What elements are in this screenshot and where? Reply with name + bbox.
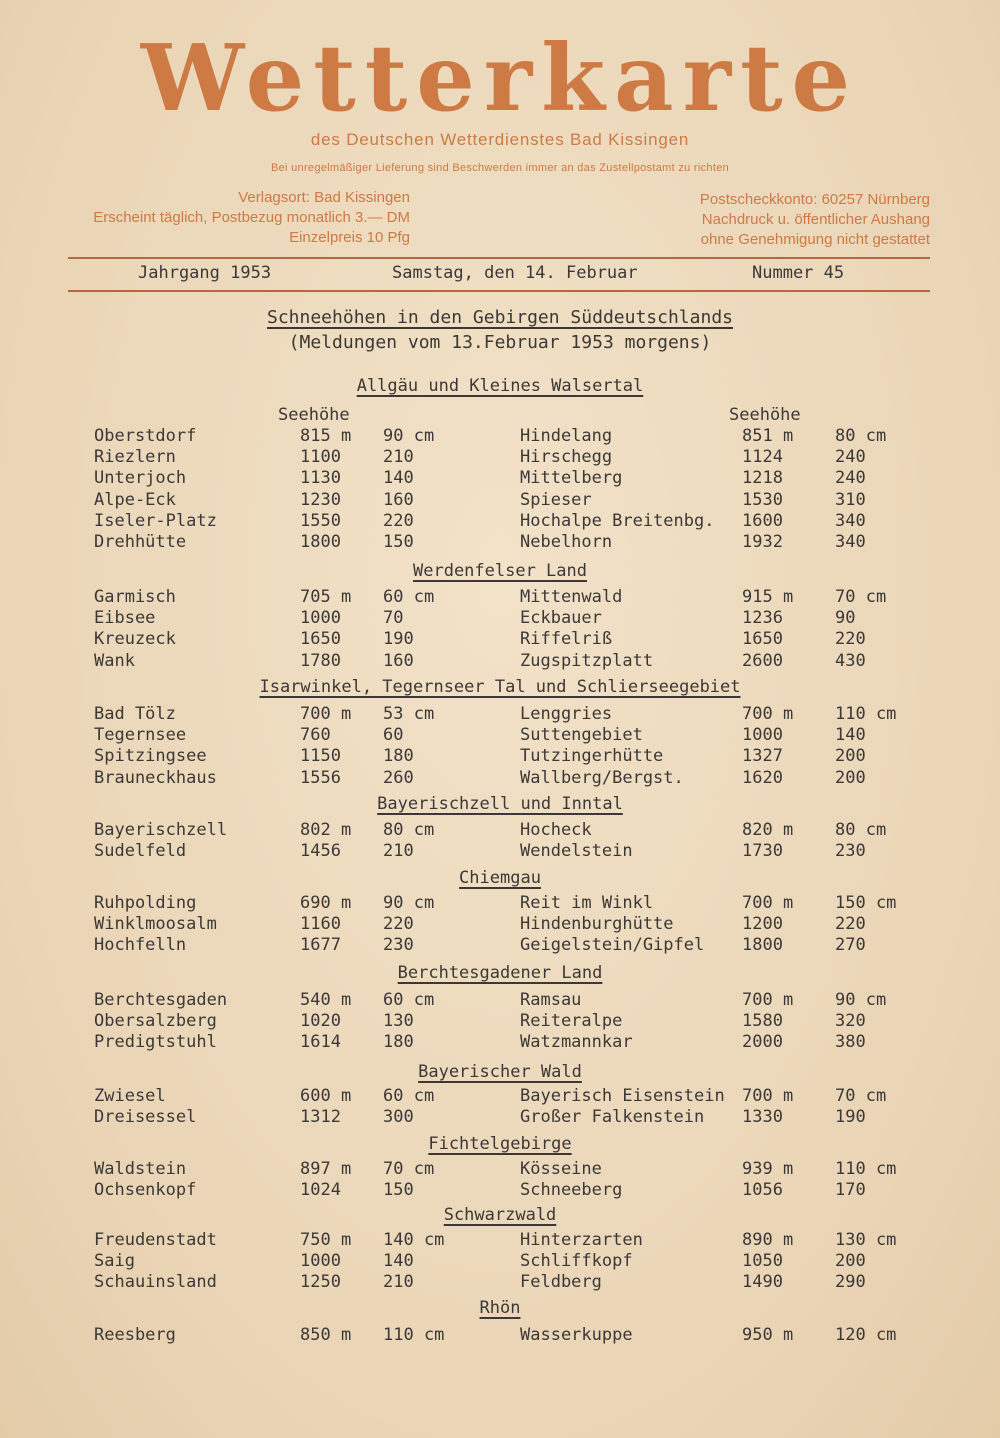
- publisher-info-left: [60, 188, 410, 248]
- station-name: Reit im Winkl: [520, 893, 654, 913]
- snow-depth: 160: [383, 489, 414, 510]
- snow-depth: 130 cm: [835, 1230, 897, 1250]
- snow-depth: 270: [835, 935, 866, 956]
- station-altitude: 1800: [300, 532, 341, 552]
- station-name: Großer Falkenstein: [520, 1107, 705, 1128]
- station-name: Geigelstein/Gipfel: [520, 935, 705, 956]
- station-name: Ramsau: [520, 990, 582, 1010]
- snow-depth: 380: [835, 1032, 866, 1053]
- snow-depth: 90: [835, 608, 856, 629]
- station-name: Feldberg: [520, 1272, 602, 1293]
- snow-depth: 60 cm: [383, 1086, 435, 1106]
- snow-depth: 320: [835, 1011, 866, 1032]
- section-title: [0, 1062, 1000, 1082]
- station-name: Hochalpe Breitenbg.: [520, 510, 715, 531]
- section-title-text: Bayerischzell und Inntal: [377, 794, 623, 814]
- station-altitude: 700 m: [742, 990, 794, 1010]
- snow-depth: 220: [835, 914, 866, 935]
- station-altitude: 1020: [300, 1011, 341, 1032]
- station-altitude: 1650: [300, 629, 341, 650]
- snow-depth: 60 cm: [383, 990, 435, 1010]
- station-altitude: 890 m: [742, 1230, 794, 1250]
- snow-depth: 190: [383, 629, 414, 650]
- station-altitude: 950 m: [742, 1325, 794, 1345]
- snow-depth: 80 cm: [835, 426, 887, 446]
- station-altitude: 1730: [742, 841, 783, 862]
- publisher-line: Erscheint täglich, Postbezug monatlich 3.— DM: [93, 209, 410, 226]
- snow-depth: 110 cm: [383, 1325, 445, 1345]
- station-altitude: 1780: [300, 650, 341, 671]
- station-name: Spieser: [520, 489, 592, 510]
- station-name: Hinterzarten: [520, 1230, 643, 1250]
- station-name: Garmisch: [94, 587, 176, 607]
- snow-depth: 60: [383, 725, 404, 746]
- section-title: [0, 376, 1000, 396]
- station-name: Oberstdorf: [94, 426, 197, 446]
- station-altitude: 1056: [742, 1180, 783, 1201]
- station-name: Wasserkuppe: [520, 1325, 633, 1345]
- station-name: Bayerisch Eisenstein: [520, 1086, 725, 1106]
- snow-depth: 80 cm: [383, 820, 435, 840]
- station-altitude: 1230: [300, 489, 341, 510]
- snow-depth: 340: [835, 532, 866, 552]
- station-name: Drehhütte: [94, 532, 187, 552]
- station-name: Tutzingerhütte: [520, 746, 664, 767]
- station-altitude: 1000: [742, 725, 783, 746]
- publisher-line: Nachdruck u. öffentlicher Aushang: [701, 211, 930, 228]
- station-altitude: 820 m: [742, 820, 794, 840]
- station-name: Mittenwald: [520, 587, 623, 607]
- section-title-text: Chiemgau: [459, 868, 541, 888]
- station-altitude: 1456: [300, 841, 341, 862]
- section-title: [0, 1298, 1000, 1318]
- station-name: Freudenstadt: [94, 1230, 217, 1250]
- station-name: Wendelstein: [520, 841, 633, 862]
- station-name: Schneeberg: [520, 1180, 623, 1201]
- snow-depth: 200: [835, 746, 866, 767]
- station-name: Hirschegg: [520, 447, 613, 468]
- station-altitude: 700 m: [300, 704, 352, 724]
- snow-depth: 210: [383, 841, 414, 862]
- station-name: Berchtesgaden: [94, 990, 228, 1010]
- header-rule-top: [68, 257, 930, 259]
- station-name: Tegernsee: [94, 725, 187, 746]
- snow-depth: 240: [835, 468, 866, 489]
- station-name: Riezlern: [94, 447, 176, 468]
- station-name: Bad Tölz: [94, 704, 176, 724]
- snow-depth: 70 cm: [835, 1086, 887, 1106]
- masthead-subtitle: des Deutschen Wetterdienstes Bad Kissingen: [310, 130, 690, 149]
- station-name: Alpe-Eck: [94, 489, 176, 510]
- snow-depth: 150 cm: [835, 893, 897, 913]
- station-name: Bayerischzell: [94, 820, 228, 840]
- station-altitude: 1600: [742, 510, 783, 531]
- station-altitude: 1800: [742, 935, 783, 956]
- snow-depth: 150: [383, 532, 414, 552]
- snow-depth: 190: [835, 1107, 866, 1128]
- publisher-info-right: [640, 190, 930, 250]
- snow-depth: 310: [835, 489, 866, 510]
- publisher-line: ohne Genehmigung nicht gestattet: [700, 231, 930, 248]
- station-name: Riffelriß: [520, 629, 613, 650]
- station-altitude: 897 m: [300, 1159, 352, 1179]
- station-altitude: 815 m: [300, 426, 352, 446]
- station-altitude: 1024: [300, 1180, 341, 1201]
- snow-depth: 220: [835, 629, 866, 650]
- station-name: Watzmannkar: [520, 1032, 633, 1053]
- station-name: Hindelang: [520, 426, 613, 446]
- issue-date: Samstag, den 14. Februar: [392, 263, 638, 283]
- station-name: Ruhpolding: [94, 893, 197, 913]
- station-altitude: 1312: [300, 1107, 341, 1128]
- snow-depth: 110 cm: [835, 704, 897, 724]
- issue-number: Nummer 45: [752, 263, 845, 283]
- snow-depth: 290: [835, 1272, 866, 1293]
- snow-depth: 140 cm: [383, 1230, 445, 1250]
- delivery-notice: Bei unregelmäßiger Lieferung sind Beschwerden immer an das Zustellpostamt zu richten: [270, 162, 730, 174]
- snow-depth: 90 cm: [383, 426, 435, 446]
- station-name: Kreuzeck: [94, 629, 176, 650]
- station-altitude: 1550: [300, 510, 341, 531]
- issue-volume: Jahrgang 1953: [138, 263, 272, 283]
- section-title-text: Isarwinkel, Tegernseer Tal und Schlierseegebiet: [259, 677, 741, 697]
- station-altitude: 1490: [742, 1272, 783, 1293]
- station-altitude: 1556: [300, 767, 341, 788]
- section-title: [0, 1205, 1000, 1225]
- station-name: Waldstein: [94, 1159, 187, 1179]
- snow-depth: 200: [835, 767, 866, 788]
- snow-depth: 210: [383, 447, 414, 468]
- station-name: Nebelhorn: [520, 532, 613, 552]
- section-title-text: Fichtelgebirge: [428, 1134, 572, 1154]
- snow-depth: 160: [383, 650, 414, 671]
- snow-depth: 220: [383, 510, 414, 531]
- station-altitude: 851 m: [742, 426, 794, 446]
- snow-depth: 120 cm: [835, 1325, 897, 1345]
- station-altitude: 850 m: [300, 1325, 352, 1345]
- station-altitude: 1050: [742, 1251, 783, 1272]
- station-name: Suttengebiet: [520, 725, 643, 746]
- snow-depth: 200: [835, 1251, 866, 1272]
- station-altitude: 750 m: [300, 1230, 352, 1250]
- publisher-line: Verlagsort: Bad Kissingen: [238, 189, 410, 206]
- station-name: Zwiesel: [94, 1086, 166, 1106]
- issue-bar: [0, 263, 1000, 289]
- report-title: Schneehöhen in den Gebirgen Süddeutschlands: [267, 307, 733, 328]
- station-altitude: 700 m: [742, 1086, 794, 1106]
- station-altitude: 1677: [300, 935, 341, 956]
- section-title: [0, 794, 1000, 814]
- station-name: Kösseine: [520, 1159, 602, 1179]
- seehoehe-header-left: Seehöhe: [278, 405, 350, 425]
- station-altitude: 1100: [300, 447, 341, 468]
- station-name: Winklmoosalm: [94, 914, 217, 935]
- station-altitude: 1620: [742, 767, 783, 788]
- station-altitude: 1218: [742, 468, 783, 489]
- snow-depth: 80 cm: [835, 820, 887, 840]
- station-altitude: 540 m: [300, 990, 352, 1010]
- station-altitude: 1327: [742, 746, 783, 767]
- station-name: Eckbauer: [520, 608, 602, 629]
- station-name: Dreisessel: [94, 1107, 197, 1128]
- snow-depth: 130: [383, 1011, 414, 1032]
- publisher-line: Postscheckkonto: 60257 Nürnberg: [699, 191, 930, 208]
- station-name: Wallberg/Bergst.: [520, 767, 684, 788]
- station-name: Zugspitzplatt: [520, 650, 654, 671]
- station-name: Lenggries: [520, 704, 613, 724]
- section-title: [0, 868, 1000, 888]
- section-title-text: Berchtesgadener Land: [397, 963, 603, 983]
- station-altitude: 1250: [300, 1272, 341, 1293]
- station-name: Reiteralpe: [520, 1011, 623, 1032]
- snow-depth: 180: [383, 1032, 414, 1053]
- station-name: Reesberg: [94, 1325, 176, 1345]
- header-rule-bottom: [68, 290, 930, 292]
- section-title: [0, 677, 1000, 697]
- snow-depth: 230: [383, 935, 414, 956]
- station-name: Predigtstuhl: [94, 1032, 217, 1053]
- section-title: [0, 1134, 1000, 1154]
- snow-depth: 150: [383, 1180, 414, 1201]
- station-altitude: 2000: [742, 1032, 783, 1053]
- station-name: Eibsee: [94, 608, 156, 629]
- station-name: Hocheck: [520, 820, 592, 840]
- section-title-text: Schwarzwald: [443, 1205, 557, 1225]
- section-title-text: Werdenfelser Land: [413, 561, 587, 581]
- station-name: Hindenburghütte: [520, 914, 674, 935]
- section-title-text: Rhön: [479, 1298, 521, 1318]
- station-altitude: 1150: [300, 746, 341, 767]
- station-altitude: 690 m: [300, 893, 352, 913]
- snow-depth: 53 cm: [383, 704, 435, 724]
- section-title-text: Allgäu und Kleines Walsertal: [356, 376, 644, 396]
- snow-depth: 210: [383, 1272, 414, 1293]
- snow-depth: 140: [835, 725, 866, 746]
- station-name: Ochsenkopf: [94, 1180, 197, 1201]
- station-altitude: 1160: [300, 914, 341, 935]
- snow-depth: 300: [383, 1107, 414, 1128]
- snow-depth: 70 cm: [835, 587, 887, 607]
- station-altitude: 1614: [300, 1032, 341, 1053]
- station-name: Sudelfeld: [94, 841, 187, 862]
- publisher-line: Einzelpreis 10 Pfg: [289, 229, 410, 246]
- snow-depth: 70: [383, 608, 404, 629]
- section-title-text: Bayerischer Wald: [418, 1062, 582, 1082]
- station-altitude: 1580: [742, 1011, 783, 1032]
- snow-depth: 60 cm: [383, 587, 435, 607]
- station-altitude: 1000: [300, 608, 341, 629]
- snow-depth: 230: [835, 841, 866, 862]
- section-title: [0, 561, 1000, 581]
- station-altitude: 1124: [742, 447, 783, 468]
- masthead-title: Wetterkarte: [140, 24, 860, 132]
- station-name: Spitzingsee: [94, 746, 207, 767]
- snow-depth: 220: [383, 914, 414, 935]
- station-altitude: 1530: [742, 489, 783, 510]
- station-altitude: 760: [300, 725, 331, 746]
- report-subtitle: (Meldungen vom 13.Februar 1953 morgens): [288, 332, 712, 353]
- section-title: [0, 963, 1000, 983]
- snow-depth: 70 cm: [383, 1159, 435, 1179]
- station-altitude: 915 m: [742, 587, 794, 607]
- snow-depth: 260: [383, 767, 414, 788]
- snow-depth: 110 cm: [835, 1159, 897, 1179]
- snow-depth: 140: [383, 1251, 414, 1272]
- station-altitude: 705 m: [300, 587, 352, 607]
- station-altitude: 1932: [742, 532, 783, 552]
- station-altitude: 1650: [742, 629, 783, 650]
- station-name: Brauneckhaus: [94, 767, 217, 788]
- snow-depth: 170: [835, 1180, 866, 1201]
- station-altitude: 2600: [742, 650, 783, 671]
- station-altitude: 939 m: [742, 1159, 794, 1179]
- station-altitude: 700 m: [742, 704, 794, 724]
- station-name: Saig: [94, 1251, 135, 1272]
- station-altitude: 1236: [742, 608, 783, 629]
- station-name: Schliffkopf: [520, 1251, 633, 1272]
- station-name: Hochfelln: [94, 935, 187, 956]
- snow-depth: 340: [835, 510, 866, 531]
- station-altitude: 1000: [300, 1251, 341, 1272]
- snow-depth: 180: [383, 746, 414, 767]
- snow-depth: 430: [835, 650, 866, 671]
- station-altitude: 700 m: [742, 893, 794, 913]
- station-name: Unterjoch: [94, 468, 187, 489]
- snow-depth: 140: [383, 468, 414, 489]
- station-altitude: 1330: [742, 1107, 783, 1128]
- station-altitude: 1130: [300, 468, 341, 489]
- station-name: Obersalzberg: [94, 1011, 217, 1032]
- station-altitude: 600 m: [300, 1086, 352, 1106]
- snow-depth: 240: [835, 447, 866, 468]
- snow-depth: 90 cm: [835, 990, 887, 1010]
- station-name: Iseler-Platz: [94, 510, 217, 531]
- snow-depth: 90 cm: [383, 893, 435, 913]
- station-name: Mittelberg: [520, 468, 623, 489]
- station-altitude: 802 m: [300, 820, 352, 840]
- station-name: Wank: [94, 650, 135, 671]
- seehoehe-header-right: Seehöhe: [729, 405, 801, 425]
- station-altitude: 1200: [742, 914, 783, 935]
- station-name: Schauinsland: [94, 1272, 217, 1293]
